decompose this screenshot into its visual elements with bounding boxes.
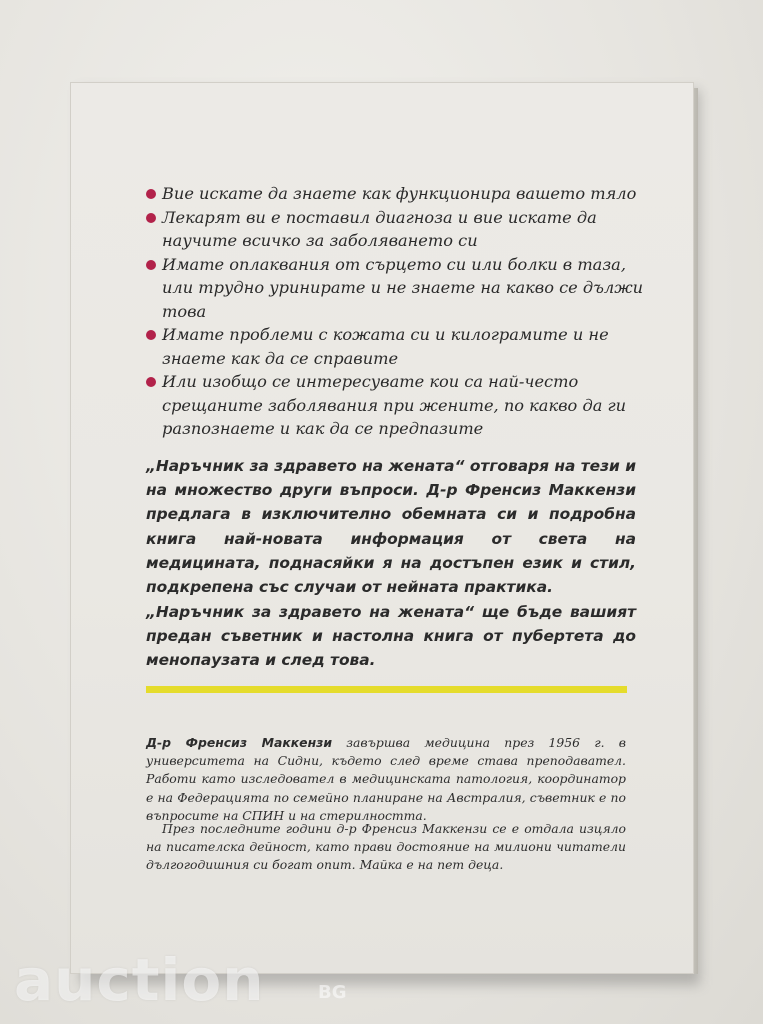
author-bio-continued: През последните години д-р Френсиз Маккензи се е отдала изцяло на писателска дейност, като прави достояние на милиони читатели дългогодишния си богат опит. Майка е на пет деца. [146, 821, 626, 873]
bullet-item [146, 253, 646, 324]
watermark-suffix: BG [318, 982, 347, 1003]
bullet-text: Имате проблеми с кожата си и килограмите и не знаете как да се справите [162, 325, 609, 368]
bullet-list [146, 182, 646, 441]
bullet-item [146, 206, 646, 253]
bullet-text: Вие искате да знаете как функционира вашето тяло [162, 184, 637, 203]
bullet-text: Или изобщо се интересувате кои са най-често срещаните заболявания при жените, по какво да ги разпознаете и как да се предпазите [162, 372, 627, 438]
bullet-dot-icon [146, 189, 156, 199]
bullet-item [146, 370, 646, 441]
bullet-text: Имате оплаквания от сърцето си или болки в таза, или трудно уринирате и не знаете на какво се дължи това [162, 254, 644, 321]
bullet-text: Лекарят ви е поставил диагноза и вие искате да научите всичко за заболяването си [162, 207, 597, 250]
bullet-dot-icon [146, 213, 156, 223]
bullet-dot-icon [146, 377, 156, 387]
bullet-item [146, 323, 646, 370]
description-paragraph: „Наръчник за здравето на жената“ отговаря на тези и на множество други въпроси. Д-р Френсиз Маккензи предлага в изключително обемната си и подробна книга най-новата информация от света на медицината, поднасяйки я на достъпен език и стил, подкрепена със случаи от нейната практика. [146, 457, 636, 597]
bullet-item [146, 182, 646, 206]
author-name: Д-р Френсиз Маккензи [146, 735, 333, 750]
author-bio [146, 734, 626, 825]
author-bio-text: завършва медицина през 1956 г. в университета на Сидни, където след време става преподавател. Работи като изследовател в медицинската патология, координатор е на Федерацията по семейно планиране на Австралия, съветник е по въпросите на СПИН и на стерилността. [146, 735, 626, 823]
watermark-logo: auction [14, 946, 265, 1014]
yellow-divider [146, 686, 627, 693]
closing-paragraph: „Наръчник за здравето на жената“ ще бъде вашият предан съветник и настолна книга от пубертета до менопаузата и след това. [146, 603, 636, 670]
bullet-dot-icon [146, 260, 156, 270]
bullet-dot-icon [146, 330, 156, 340]
